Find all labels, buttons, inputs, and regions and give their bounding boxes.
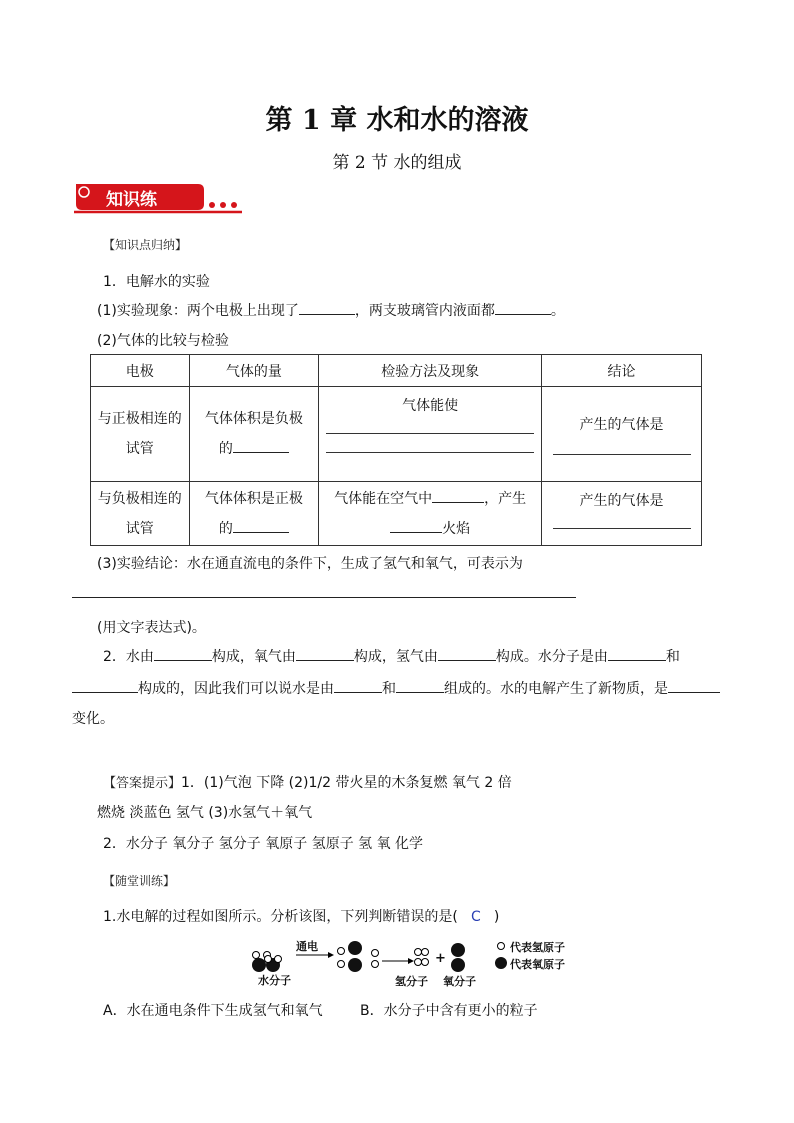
fill-blank[interactable] bbox=[553, 528, 691, 529]
table-header-row bbox=[91, 355, 702, 387]
fill-blank[interactable] bbox=[553, 454, 691, 455]
fill-blank[interactable] bbox=[334, 678, 382, 693]
fill-blank[interactable] bbox=[438, 646, 496, 661]
table-row bbox=[91, 482, 702, 546]
section-tag-knowledge: 【知识点归纳】 bbox=[103, 238, 188, 252]
method-text-a: 气体能在空气中 bbox=[334, 490, 433, 507]
q1-phenomenon-text-a: (1)实验现象：两个电极上出现了 bbox=[97, 303, 299, 319]
table-cell-electrode bbox=[91, 387, 190, 482]
hydrogen-molecule-icon bbox=[415, 949, 429, 966]
page-title: 第 1 章 水和水的溶液 bbox=[265, 105, 529, 136]
electrode-line-2: 试管 bbox=[125, 520, 154, 537]
method-text-b: ，产生 bbox=[484, 490, 527, 507]
section-tag-practice: 【随堂训练】 bbox=[103, 874, 176, 888]
answer-text: 1．(1)气泡 下降 (2)1/2 带火星的木条复燃 氧气 2 倍 bbox=[181, 775, 512, 791]
q1-phenomenon-text-c: 。 bbox=[550, 303, 565, 319]
method-text-c: 火焰 bbox=[442, 520, 471, 537]
amount-prefix: 的 bbox=[218, 520, 233, 537]
q2-text: 2．水由 bbox=[103, 649, 154, 665]
figure-legend-h: 代表氢原子 bbox=[510, 941, 565, 954]
practice-question-1 bbox=[103, 906, 499, 926]
table-header-cell: 气体的量 bbox=[189, 355, 319, 387]
amount-line-2 bbox=[190, 514, 319, 544]
figure-legend-o: 代表氧原子 bbox=[510, 958, 565, 971]
badge-banner-icon bbox=[72, 180, 244, 216]
fill-blank[interactable] bbox=[72, 678, 138, 693]
figure-arrow-label: 通电 bbox=[296, 940, 318, 953]
option-a: A．水在通电条件下生成氢气和氧气 bbox=[103, 1003, 323, 1019]
fill-blank[interactable] bbox=[326, 433, 534, 434]
oxygen-molecule-icon bbox=[451, 943, 465, 972]
question-text: 1.水电解的过程如图所示。分析该图，下列判断错误的是( bbox=[103, 909, 458, 925]
q2-text: 和 bbox=[382, 681, 396, 697]
water-molecule-icon bbox=[252, 952, 282, 973]
option-b: B．水分子中含有更小的粒子 bbox=[360, 1003, 538, 1019]
q1-conclusion-end: (用文字表达式)。 bbox=[97, 620, 206, 636]
q1-heading: 1．电解水的实验 bbox=[103, 274, 210, 290]
table-cell-conclusion bbox=[542, 482, 702, 546]
method-text: 气体能使 bbox=[402, 398, 459, 414]
table-cell-method bbox=[319, 387, 542, 482]
amount-line-1: 气体体积是正极 bbox=[204, 490, 303, 507]
q2-text: 组成的。水的电解产生了新物质，是 bbox=[444, 681, 668, 697]
q1-conclusion: (3)实验结论：水在通直流电的条件下，生成了氢气和氧气，可表示为 bbox=[97, 556, 523, 572]
table-header-cell: 结论 bbox=[542, 355, 702, 387]
q1-phenomenon bbox=[97, 300, 565, 320]
q2-text: 构成，氢气由 bbox=[353, 649, 438, 665]
section-tag-answers: 【答案提示】 bbox=[103, 776, 182, 791]
electrode-line-2: 试管 bbox=[125, 441, 154, 457]
fill-blank[interactable] bbox=[299, 300, 355, 315]
fill-blank[interactable] bbox=[608, 646, 666, 661]
q2-text: 构成的，因此我们可以说水是由 bbox=[138, 681, 334, 697]
amount-line-2 bbox=[190, 434, 319, 464]
fill-blank[interactable] bbox=[154, 646, 212, 661]
table-cell-amount bbox=[189, 482, 319, 546]
badge-label: 知识练 bbox=[106, 190, 157, 210]
figure-water-label: 水分子 bbox=[258, 974, 291, 987]
figure-h2-label: 氢分子 bbox=[395, 975, 428, 988]
table-header-cell: 检验方法及现象 bbox=[319, 355, 542, 387]
method-line-2 bbox=[319, 514, 541, 544]
q2-line-3: 变化。 bbox=[72, 711, 114, 727]
fill-blank[interactable] bbox=[396, 678, 444, 693]
q2-line-1 bbox=[103, 646, 680, 666]
answer-line-3: 2．水分子 氧分子 氢分子 氧原子 氢原子 氢 氧 化学 bbox=[103, 836, 424, 852]
table-header-cell: 电极 bbox=[91, 355, 190, 387]
figure-o2-label: 氧分子 bbox=[443, 975, 476, 988]
fill-blank[interactable] bbox=[432, 488, 484, 503]
answer-mark: C bbox=[470, 909, 481, 925]
amount-prefix: 的 bbox=[218, 441, 233, 457]
arrow-icon bbox=[382, 958, 414, 964]
conclusion-text: 产生的气体是 bbox=[579, 416, 664, 433]
knowledge-badge bbox=[72, 180, 244, 216]
fill-blank[interactable] bbox=[668, 678, 720, 693]
method-line-1 bbox=[319, 484, 541, 514]
table-row bbox=[91, 387, 702, 482]
fill-blank[interactable] bbox=[326, 452, 534, 453]
legend-icon bbox=[495, 943, 507, 970]
figure-plus: + bbox=[435, 951, 446, 966]
fill-blank[interactable] bbox=[495, 300, 551, 315]
gas-comparison-table bbox=[90, 354, 702, 546]
answer-line-1 bbox=[103, 772, 512, 792]
atoms-icon bbox=[338, 941, 379, 972]
electrode-line-1: 与正极相连的 bbox=[97, 411, 182, 427]
q2-text: 构成，氧气由 bbox=[211, 649, 296, 665]
table-cell-method bbox=[319, 482, 542, 546]
q2-line-2 bbox=[72, 678, 720, 698]
amount-line-1: 气体体积是负极 bbox=[204, 411, 303, 427]
q2-text: 构成。水分子是由 bbox=[495, 649, 608, 665]
q1-comparison-heading: (2)气体的比较与检验 bbox=[97, 333, 229, 349]
table-cell-electrode bbox=[91, 482, 190, 546]
section-subtitle: 第 2 节 水的组成 bbox=[332, 153, 462, 173]
fill-blank[interactable] bbox=[72, 597, 576, 598]
table-cell-amount bbox=[189, 387, 319, 482]
answer-line-2: 燃烧 淡蓝色 氢气 (3)水氢气＋氧气 bbox=[97, 805, 313, 821]
fill-blank[interactable] bbox=[296, 646, 354, 661]
electrode-line-1: 与负极相连的 bbox=[97, 490, 182, 507]
fill-blank[interactable] bbox=[390, 518, 442, 533]
electrolysis-figure bbox=[248, 938, 578, 986]
conclusion-text: 产生的气体是 bbox=[579, 493, 664, 509]
q2-text: 和 bbox=[665, 649, 680, 665]
question-text-end: ) bbox=[493, 909, 500, 925]
table-cell-conclusion bbox=[542, 387, 702, 482]
fill-blank[interactable] bbox=[233, 518, 289, 533]
q1-phenomenon-text-b: ，两支玻璃管内液面都 bbox=[354, 303, 495, 319]
fill-blank[interactable] bbox=[233, 438, 289, 453]
